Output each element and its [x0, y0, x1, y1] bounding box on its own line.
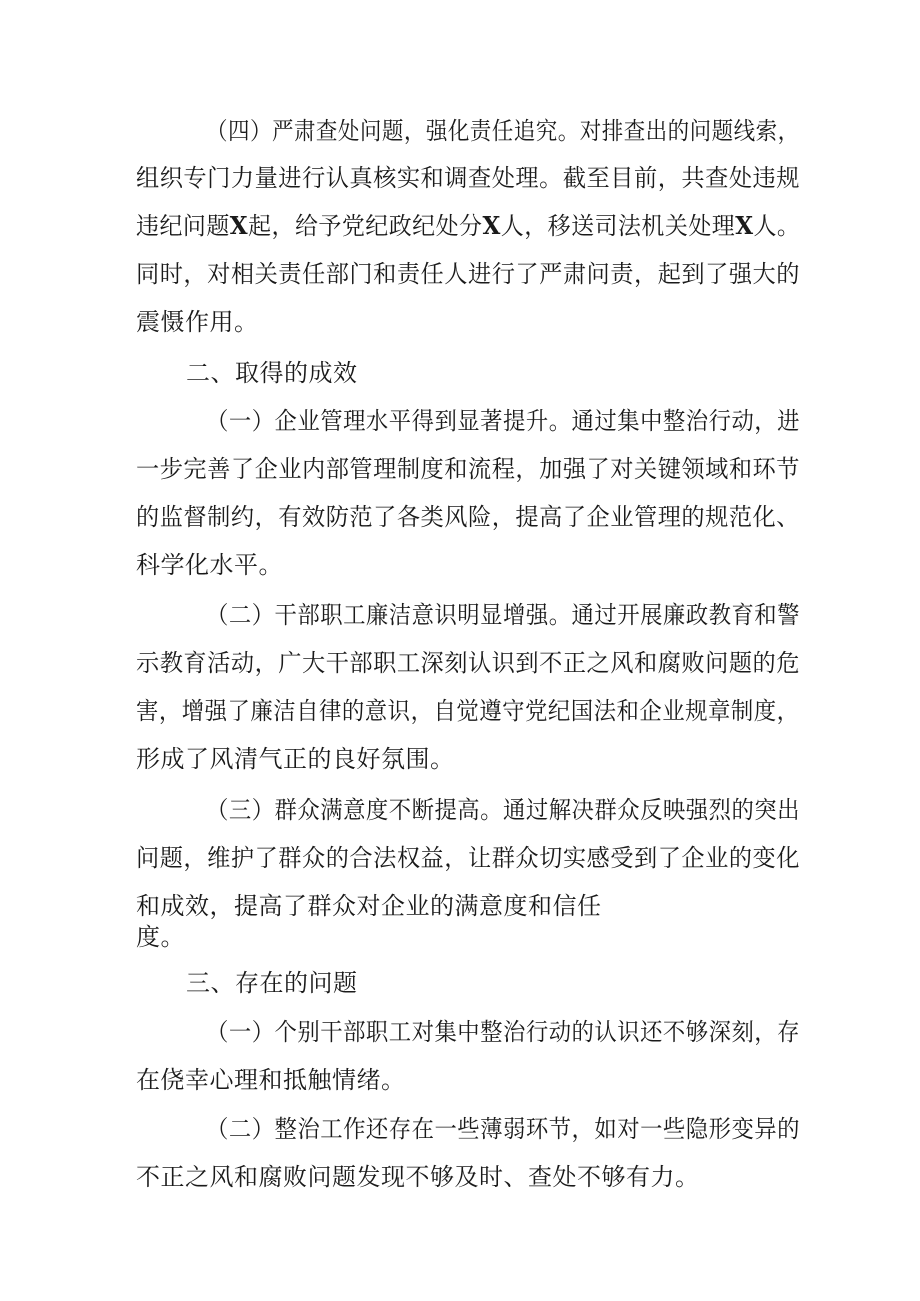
paragraph-line: （四）严肃查处问题，强化责任追究。对排查出的问题线索， [206, 117, 800, 145]
paragraph-line: 示教育活动，广大干部职工深刻认识到不正之风和腐败问题的危 [136, 649, 800, 677]
paragraph-line: （二）干部职工廉洁意识明显增强。通过开展廉政教育和警 [206, 601, 801, 629]
paragraph-line: 一步完善了企业内部管理制度和流程，加强了对关键领域和环节 [136, 455, 800, 483]
paragraph-line: 在侥幸心理和抵触情绪。 [136, 1066, 406, 1094]
placeholder-count: X [482, 211, 501, 240]
paragraph-line: 害，增强了廉洁自律的意识，自觉遵守党纪国法和企业规章制度， [136, 697, 800, 725]
paragraph-line: 同时，对相关责任部门和责任人进行了严肃问责，起到了强大的 [136, 260, 800, 288]
paragraph-line: （三）群众满意度不断提高。通过解决群众反映强烈的突出 [206, 796, 801, 824]
paragraph-line: 组织专门力量进行认真核实和调查处理。截至目前，共查处违规 [136, 164, 800, 192]
paragraph-line: 震慑作用。 [136, 308, 259, 336]
paragraph-line: 度。 [136, 923, 185, 951]
paragraph-line: 问题，维护了群众的合法权益，让群众切实感受到了企业的变化 [136, 844, 800, 872]
paragraph-line: 形成了风清气正的良好氛围。 [136, 745, 455, 773]
placeholder-count: X [229, 211, 249, 240]
paragraph-line: 违纪问题X起，给予党纪政纪处分X人，移送司法机关处理X人。 [136, 211, 801, 240]
paragraph-line: 不正之风和腐败问题发现不够及时、查处不够有力。 [136, 1163, 700, 1191]
placeholder-count: X [735, 211, 754, 240]
paragraph-line: （二）整治工作还存在一些薄弱环节，如对一些隐形变异的 [206, 1115, 801, 1143]
section-heading: 三、存在的问题 [186, 969, 358, 997]
paragraph-line: 和成效，提高了群众对企业的满意度和信任 [136, 892, 602, 920]
paragraph-line: 的监督制约，有效防范了各类风险，提高了企业管理的规范化、 [136, 503, 800, 531]
paragraph-line: （一）企业管理水平得到显著提升。通过集中整治行动，进 [206, 407, 801, 435]
paragraph-line: （一）个别干部职工对集中整治行动的认识还不够深刻，存 [206, 1018, 801, 1046]
section-heading: 二、取得的成效 [186, 359, 358, 387]
paragraph-line: 科学化水平。 [136, 551, 283, 579]
